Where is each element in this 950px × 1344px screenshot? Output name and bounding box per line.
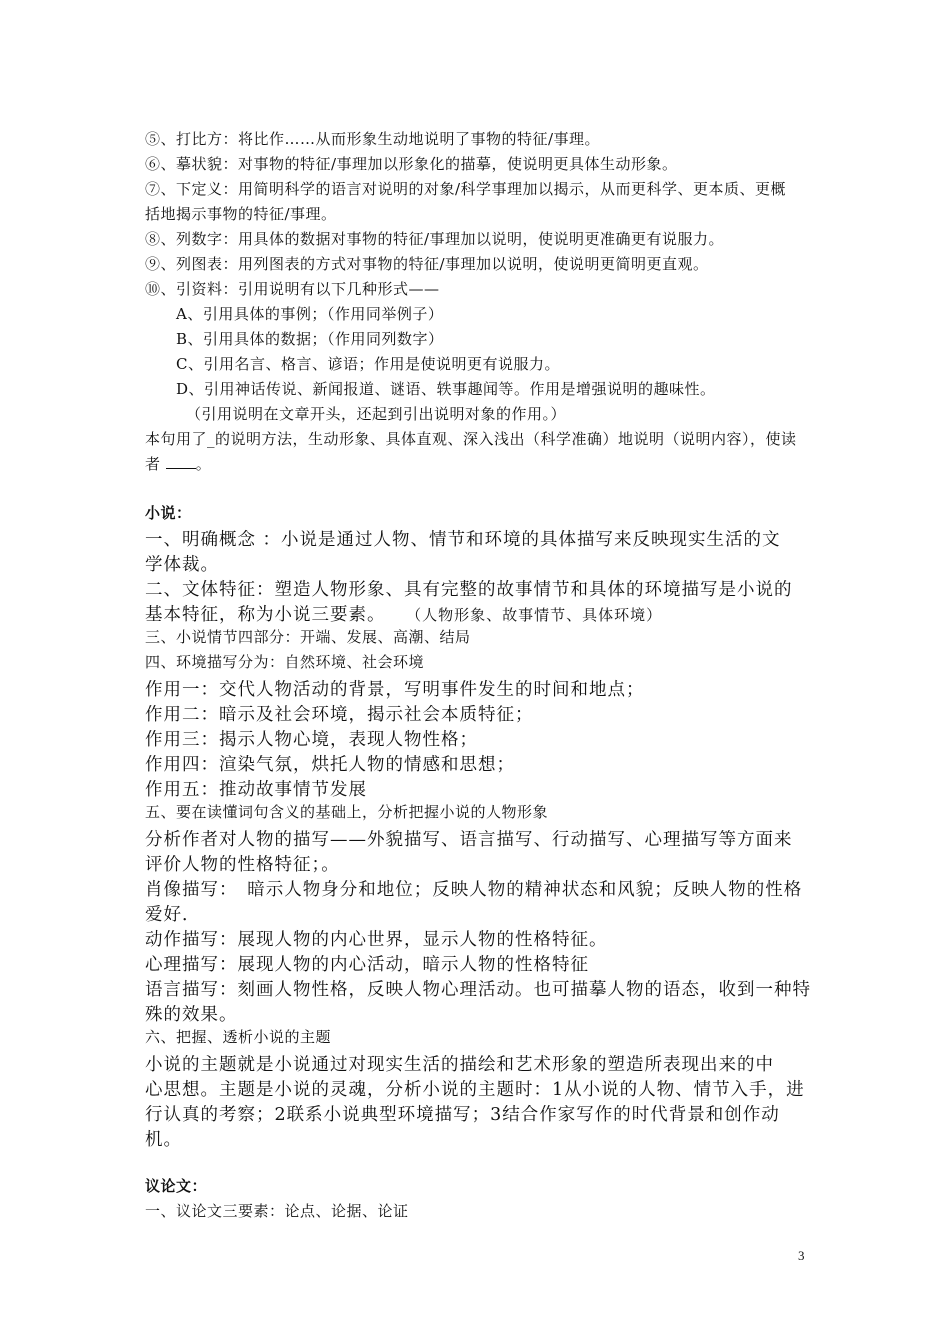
method-6: ⑥、摹状貌：对事物的特征/事理加以形象化的描摹，使说明更具体生动形象。 <box>145 155 678 173</box>
language-description-line2: 殊的效果。 <box>145 1005 238 1025</box>
novel-character-heading: 五、要在读懂词句含义的基础上，分析把握小说的人物形象 <box>145 803 549 821</box>
method-5: ⑤、打比方：将比作……从而形象生动地说明了事物的特征/事理。 <box>145 130 601 148</box>
novel-features-note: （人物形象、故事情节、具体环境） <box>406 606 663 624</box>
portrait-description-line1: 肖像描写： 暗示人物身分和地位；反映人物的精神状态和风貌；反映人物的性格 <box>145 880 803 900</box>
argument-heading: 议论文： <box>145 1177 208 1195</box>
novel-theme-line3: 行认真的考察；2联系小说典型环境描写；3结合作家写作的时代背景和创作动 <box>145 1105 780 1125</box>
method-7-line1: ⑦、下定义：用简明科学的语言对说明的对象/科学事理加以揭示，从而更科学、更本质、更概 <box>145 180 787 198</box>
citation-note: （引用说明在文章开头，还起到引出说明对象的作用。） <box>186 405 567 423</box>
novel-features-line2 <box>145 601 815 626</box>
novel-plot: 三、小说情节四部分：开端、发展、高潮、结局 <box>145 628 471 646</box>
novel-concept-line1: 一、明确概念 ：小说是通过人物、情节和环境的具体描写来反映现实生活的文 <box>145 530 781 550</box>
answer-template-prefix: 者 <box>145 455 161 473</box>
novel-features-line1: 二、文体特征：塑造人物形象、具有完整的故事情节和具体的环境描写是小说的 <box>145 580 793 600</box>
env-function-1: 作用一：交代人物活动的背景，写明事件发生的时间和地点； <box>145 680 645 700</box>
portrait-description-line2: 爱好． <box>145 905 201 925</box>
answer-template-suffix: 。 <box>195 455 212 473</box>
novel-concept-line2: 学体裁。 <box>145 555 219 575</box>
method-9: ⑨、列图表：用列图表的方式对事物的特征/事理加以说明，使说明更简明更直观。 <box>145 255 709 273</box>
page-number: 3 <box>798 1248 805 1263</box>
novel-character-line2: 评价人物的性格特征；。 <box>145 855 340 875</box>
language-description-line1: 语言描写：刻画人物性格，反映人物心理活动。也可描摹人物的语态，收到一种特 <box>145 980 811 1000</box>
novel-features-text: 基本特征，称为小说三要素。 <box>145 605 386 625</box>
psychological-description: 心理描写：展现人物的内心活动，暗示人物的性格特征 <box>145 955 589 975</box>
citation-b: B、引用具体的数据；（作用同列数字） <box>176 330 444 348</box>
env-function-5: 作用五：推动故事情节发展 <box>145 780 367 800</box>
answer-template-line1: 本句用了_的说明方法，生动形象、具体直观、深入浅出（科学准确）地说明（说明内容），使读 <box>145 430 797 448</box>
citation-d: D、引用神话传说、新闻报道、谜语、轶事趣闻等。作用是增强说明的趣味性。 <box>176 380 716 398</box>
novel-theme-line4: 机。 <box>145 1130 182 1150</box>
argument-elements: 一、议论文三要素：论点、论据、论证 <box>145 1202 409 1220</box>
citation-c: C、引用名言、格言、谚语；作用是使说明更有说服力。 <box>176 355 560 373</box>
answer-blank <box>166 456 196 469</box>
novel-environment: 四、环境描写分为：自然环境、社会环境 <box>145 653 425 671</box>
novel-heading: 小说： <box>145 504 192 522</box>
method-8: ⑧、列数字：用具体的数据对事物的特征/事理加以说明，使说明更准确更有说服力。 <box>145 230 725 248</box>
novel-theme-line1: 小说的主题就是小说通过对现实生活的描绘和艺术形象的塑造所表现出来的中 <box>145 1055 774 1075</box>
answer-template-line2 <box>145 453 815 474</box>
citation-a: A、引用具体的事例；（作用同举例子） <box>176 305 444 323</box>
novel-character-line1: 分析作者对人物的描写——外貌描写、语言描写、行动描写、心理描写等方面来 <box>145 830 793 850</box>
novel-theme-line2: 心思想。主题是小说的灵魂，分析小说的主题时：1从小说的人物、情节入手，进 <box>145 1080 805 1100</box>
method-7-line2: 括地揭示事物的特征/事理。 <box>145 205 337 223</box>
env-function-4: 作用四：渲染气氛，烘托人物的情感和思想； <box>145 755 515 775</box>
action-description: 动作描写：展现人物的内心世界，显示人物的性格特征。 <box>145 930 608 950</box>
env-function-2: 作用二：暗示及社会环境，揭示社会本质特征； <box>145 705 534 725</box>
novel-theme-heading: 六、把握、透析小说的主题 <box>145 1028 332 1046</box>
method-10: ⑩、引资料：引用说明有以下几种形式—— <box>145 280 440 298</box>
env-function-3: 作用三：揭示人物心境，表现人物性格； <box>145 730 478 750</box>
